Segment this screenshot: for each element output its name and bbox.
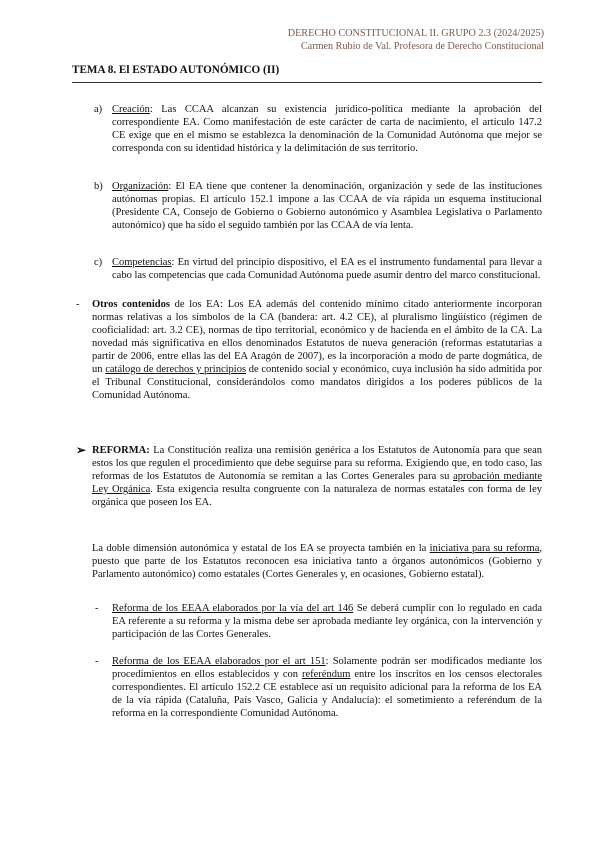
item-a-creacion	[112, 103, 542, 155]
sub-151-text2: entre los inscritos en los censos electorales correspondientes. El artículo 152.2 CE establece así un requisito adicional para la reforma de los EA de la vía rápida (Cataluña, País Vasco, Galicia y Andalucía): el sometimiento a referéndum de la reforma en la correspondiente Comunidad Autónoma.	[112, 669, 542, 719]
otros-underline: catálogo de derechos y principios	[105, 364, 247, 375]
reforma-text1: La Constitución realiza una remisión genérica a los Estatutos de Autonomía para que sean estos los que regulen el procedimiento que debe seguirse para su reforma. Exigiendo que, en todo caso, las reformas de los Estatutos de Autonomía se remitan a las Cortes Generales para su	[92, 445, 542, 482]
otros-bold: Otros contenidos	[92, 299, 170, 310]
reforma-text2: . Esta exigencia resulta congruente con la naturaleza de normas estatales con forma de ley orgánica que poseen los EA.	[92, 484, 542, 508]
page-title: TEMA 8. El ESTADO AUTONÓMICO (II)	[72, 64, 280, 76]
otros-text1: de los EA: Los EA además del contenido mínimo citado anteriormente incorporan normas relativas a los símbolos de la CA (bandera: art. 4.2 CE), al pluralismo lingüístico (régimen de cooficialidad: art. 3.2 CE), normas de tipo territorial, económico y de hacienda en el ámbito de la CA. La novedad más significativa en ellos denominados Estatutos de nueva generación (reformas estatutarias a partir de 2006, entre ellas las del EA Aragón de 2007), es la incorporación a modo de parte dogmática, de un	[92, 299, 543, 375]
reforma-underline: aprobación mediante Ley Orgánica	[92, 471, 542, 495]
item-a-text: : Las CCAA alcanzan su existencia jurídico-política mediante la aprobación del correspondiente EA. Como manifestación de este carácter de carta de nacimiento, el artículo 147.2 CE exige que en el mismo se establezca la denominación de la Comunidad Autónoma que mejor se corresponda con su identidad histórica y la delimitación de sus territorio.	[112, 104, 542, 154]
reforma-p2-text1: La doble dimensión autonómica y estatal de los EA se proyecta también en la	[92, 543, 430, 554]
reforma-paragraph	[92, 444, 542, 509]
item-c-marker: c)	[94, 257, 103, 268]
otros-text2: de contenido social y económico, cuya inclusión ha sido admitida por el Tribunal Constitucional, considerándolos como mandatos dirigidos a los poderes públicos de la Comunidad Autónoma.	[92, 364, 542, 401]
item-c-text: : En virtud del principio dispositivo, el EA es el instrumento fundamental para llevar a cabo las competencias que cada Comunidad Autónoma puede asumir dentro del marco constitucional.	[112, 257, 542, 281]
otros-contenidos-paragraph	[92, 298, 542, 402]
sub-151-underline: Reforma de los EEAA elaborados por el art 151	[112, 656, 326, 667]
sub-146-marker: -	[95, 603, 99, 614]
header-professor: Carmen Rubio de Val. Profesora de Derecho Constitucional	[300, 41, 544, 52]
item-b-text: : El EA tiene que contener la denominación, organización y sede de las instituciones autónomas propias. El artículo 152.1 impone a las CCAA de vía rápida un esquema institucional (Presidente CA, Consejo de Gobierno o Gobierno autonómico y Asamblea Legislativa o Parlamento autonómico) que ha sido el seguido también por las CCAA de vía lenta.	[112, 181, 542, 231]
item-c-term: Competencias	[112, 257, 172, 268]
reforma-146-paragraph	[112, 602, 542, 641]
reforma-p2-text2: , puesto que parte de los Estatutos reconocen esa iniciativa tanto a órganos autonómicos (Gobierno y Parlamento autonómico) como estatales (Cortes Generales y, en ocasiones, Gobierno estatal).	[92, 543, 542, 580]
sub-151-marker: -	[95, 656, 99, 667]
sub-146-underline: Reforma de los EEAA elaborados por la vía del art 146	[112, 603, 354, 614]
otros-marker: -	[76, 299, 80, 310]
item-b-marker: b)	[94, 181, 103, 192]
page-header	[288, 27, 544, 53]
item-c-competencias	[112, 256, 542, 282]
sub-151-underline2: referéndum	[301, 669, 351, 680]
sub-151-text1: : Solamente podrán ser modificados mediante los procedimientos en ellos establecidos y con	[112, 656, 542, 680]
reforma-p2-underline: iniciativa para su reforma	[429, 543, 540, 554]
sub-146-text: Se deberá cumplir con lo regulado en cada EA referente a su reforma y la misma debe ser aprobada mediante ley orgánica, con la intervención y participación de las Cortes Generales.	[112, 603, 542, 640]
reforma-arrow-icon: ➢	[76, 443, 87, 457]
title-divider	[72, 82, 542, 83]
header-course: DERECHO CONSTITUCIONAL II. GRUPO 2.3 (2024/2025)	[287, 28, 544, 39]
item-b-organizacion	[112, 180, 542, 232]
item-a-marker: a)	[94, 104, 103, 115]
item-b-term: Organización	[112, 181, 169, 192]
item-a-term: Creación	[112, 104, 150, 115]
reforma-iniciativa-paragraph	[92, 542, 542, 581]
reforma-151-paragraph	[112, 655, 542, 720]
reforma-bold: REFORMA:	[92, 445, 150, 456]
